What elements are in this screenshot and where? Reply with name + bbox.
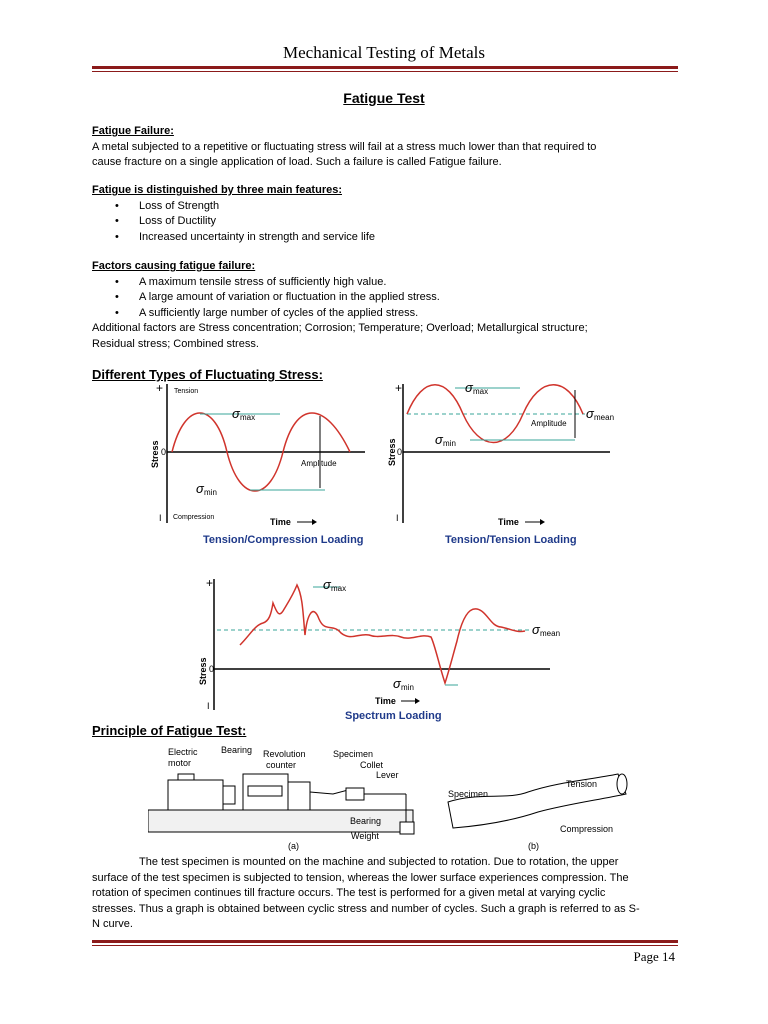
tension-tension-figure bbox=[385, 380, 630, 550]
plus-sign: + bbox=[156, 381, 164, 395]
principle-heading: Principle of Fatigue Test: bbox=[92, 723, 247, 738]
figure-a-label: (a) bbox=[288, 841, 299, 851]
sigma-min-symbol: σ bbox=[393, 676, 401, 691]
mean-subscript: mean bbox=[594, 413, 615, 422]
stress-axis-label: Stress bbox=[387, 438, 397, 466]
fatigue-failure-section bbox=[92, 124, 678, 171]
tension-compression-caption: Tension/Compression Loading bbox=[203, 534, 364, 546]
max-subscript: max bbox=[240, 413, 256, 422]
additional-factors-line-1: Additional factors are Stress concentration; Corrosion; Temperature; Overload; Metallurgical structure; bbox=[92, 322, 588, 334]
page-header-title: Mechanical Testing of Metals bbox=[283, 43, 485, 62]
minus-sign: I bbox=[396, 513, 399, 523]
list-item: • Loss of Strength bbox=[92, 199, 678, 215]
footer-rule bbox=[92, 940, 678, 943]
features-heading: Fatigue is distinguished by three main features: bbox=[92, 184, 342, 196]
spectrum-figure bbox=[195, 575, 585, 725]
weight-label: Weight bbox=[351, 831, 379, 841]
principle-line-3: rotation of specimen continues till fracture occurs. The test is performed for a given metal at varying cyclic bbox=[92, 887, 606, 899]
counter-label: counter bbox=[266, 760, 297, 770]
bearing2-label: Bearing bbox=[350, 816, 382, 826]
stress-axis-label: Stress bbox=[198, 657, 208, 685]
tension-label-b: Tension bbox=[566, 779, 598, 789]
zero-label: 0 bbox=[209, 664, 215, 674]
sigma-mean-symbol: σ bbox=[586, 406, 594, 421]
collet-label: Collet bbox=[360, 760, 384, 770]
fatigue-failure-heading: Fatigue Failure: bbox=[92, 125, 174, 137]
amplitude-label: Amplitude bbox=[531, 419, 567, 428]
header-rule bbox=[92, 66, 678, 69]
features-section bbox=[92, 183, 678, 245]
fluctuating-heading: Different Types of Fluctuating Stress: bbox=[92, 367, 323, 382]
time-label: Time bbox=[375, 696, 396, 706]
list-item: • Loss of Ductility bbox=[92, 214, 678, 230]
tension-label: Tension bbox=[174, 388, 199, 395]
principle-paragraph bbox=[92, 855, 678, 933]
electric-label: Electric bbox=[168, 747, 198, 757]
minus-sign: I bbox=[159, 513, 162, 523]
min-subscript: min bbox=[443, 439, 456, 448]
plus-sign: + bbox=[206, 576, 214, 590]
time-label: Time bbox=[498, 517, 519, 527]
amplitude-label: Amplitude bbox=[301, 459, 337, 468]
mean-subscript: mean bbox=[540, 629, 561, 638]
zero-label: 0 bbox=[161, 447, 167, 457]
max-subscript: max bbox=[473, 387, 489, 396]
page-title: Fatigue Test bbox=[343, 90, 425, 106]
zero-label: 0 bbox=[397, 447, 403, 457]
sigma-max-symbol: σ bbox=[232, 406, 240, 421]
fatigue-failure-line-2: cause fracture on a single application of load. Such a failure is called Fatigue failure. bbox=[92, 156, 502, 168]
factors-list bbox=[92, 275, 678, 322]
factors-heading: Factors causing fatigue failure: bbox=[92, 260, 256, 272]
sigma-max-symbol: σ bbox=[323, 577, 331, 592]
minus-sign: I bbox=[207, 701, 210, 711]
page-number: Page 14 bbox=[633, 949, 675, 964]
sigma-max-symbol: σ bbox=[465, 380, 473, 395]
specimen-label: Specimen bbox=[333, 749, 374, 759]
sigma-mean-symbol: σ bbox=[532, 622, 540, 637]
sigma-min-symbol: σ bbox=[196, 481, 204, 496]
tension-compression-figure bbox=[140, 380, 380, 550]
principle-line-1: The test specimen is mounted on the machine and subjected to rotation. Due to rotation, the upper bbox=[139, 856, 619, 868]
motor-label: motor bbox=[168, 758, 192, 768]
factors-section bbox=[92, 259, 678, 352]
list-item: • A large amount of variation or fluctuation in the applied stress. bbox=[92, 290, 678, 306]
compression-label-b: Compression bbox=[560, 824, 614, 834]
tension-tension-caption: Tension/Tension Loading bbox=[445, 534, 577, 546]
min-subscript: min bbox=[204, 488, 217, 497]
specimen2-label: Specimen bbox=[448, 789, 489, 799]
principle-line-4: stresses. Thus a graph is obtained between cyclic stress and number of cycles. Such a graph is referred to as S- bbox=[92, 902, 640, 915]
spectrum-caption: Spectrum Loading bbox=[345, 710, 442, 722]
plus-sign: + bbox=[395, 381, 403, 395]
list-item: • A maximum tensile stress of sufficiently high value. bbox=[92, 275, 678, 291]
header-rule-thin bbox=[92, 71, 678, 72]
fatigue-machine-figure bbox=[148, 742, 648, 852]
additional-factors-line-2: Residual stress; Combined stress. bbox=[92, 337, 259, 350]
bearing-label: Bearing bbox=[221, 745, 253, 755]
figure-b-label: (b) bbox=[528, 841, 539, 851]
sigma-min-symbol: σ bbox=[435, 432, 443, 447]
time-label: Time bbox=[270, 517, 291, 527]
list-item: • Increased uncertainty in strength and service life bbox=[92, 230, 678, 246]
principle-line-2: surface of the test specimen is subjected to tension, whereas the lower surface experiences compression. The bbox=[92, 871, 629, 884]
footer-rule-thin bbox=[92, 945, 678, 946]
compression-label: Compression bbox=[173, 514, 215, 521]
features-list bbox=[92, 199, 678, 246]
fatigue-failure-line-1: A metal subjected to a repetitive or fluctuating stress will fail at a stress much lower than that required to bbox=[92, 140, 597, 153]
list-item: • A sufficiently large number of cycles of the applied stress. bbox=[92, 306, 678, 322]
lever-label: Lever bbox=[376, 770, 399, 780]
max-subscript: max bbox=[331, 584, 347, 593]
revolution-label: Revolution bbox=[263, 749, 306, 759]
principle-line-5: N curve. bbox=[92, 918, 133, 930]
stress-axis-label: Stress bbox=[150, 440, 160, 468]
min-subscript: min bbox=[401, 683, 414, 692]
